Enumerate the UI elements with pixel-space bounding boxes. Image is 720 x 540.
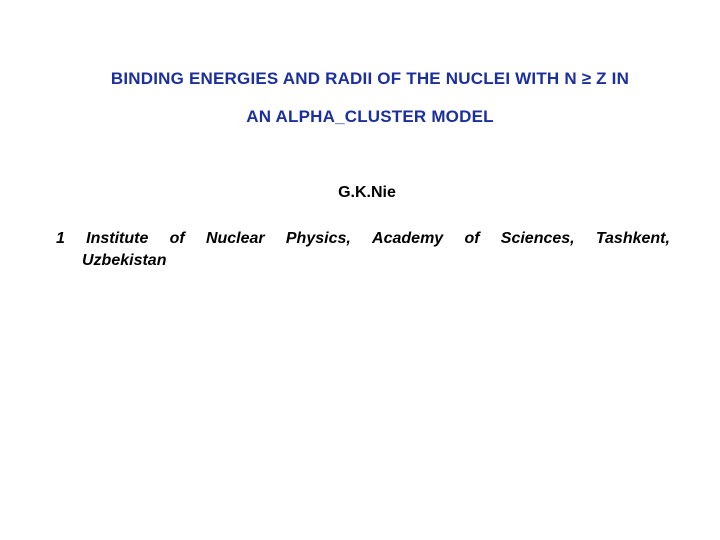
affiliation-word: of xyxy=(464,230,480,247)
affiliation-line-1 xyxy=(56,228,670,250)
affiliation-word: 1 xyxy=(56,230,65,247)
affiliation-word: Physics, xyxy=(285,230,351,247)
affiliation-word: Academy xyxy=(372,230,444,247)
title-line-2: AN ALPHA_CLUSTER MODEL xyxy=(246,107,494,126)
author-name: G.K.Nie xyxy=(338,184,396,201)
affiliation-word: of xyxy=(169,230,185,247)
affiliation-word: Sciences, xyxy=(500,230,575,247)
title-line-1: BINDING ENERGIES AND RADII OF THE NUCLEI WITH N ≥ Z IN xyxy=(110,69,630,88)
affiliation xyxy=(56,228,670,272)
affiliation-word: Tashkent, xyxy=(595,230,670,247)
affiliation-line-2: Uzbekistan xyxy=(82,252,167,269)
affiliation-word: Institute xyxy=(86,230,149,247)
affiliation-word: Nuclear xyxy=(205,230,265,247)
slide-title xyxy=(40,60,700,136)
